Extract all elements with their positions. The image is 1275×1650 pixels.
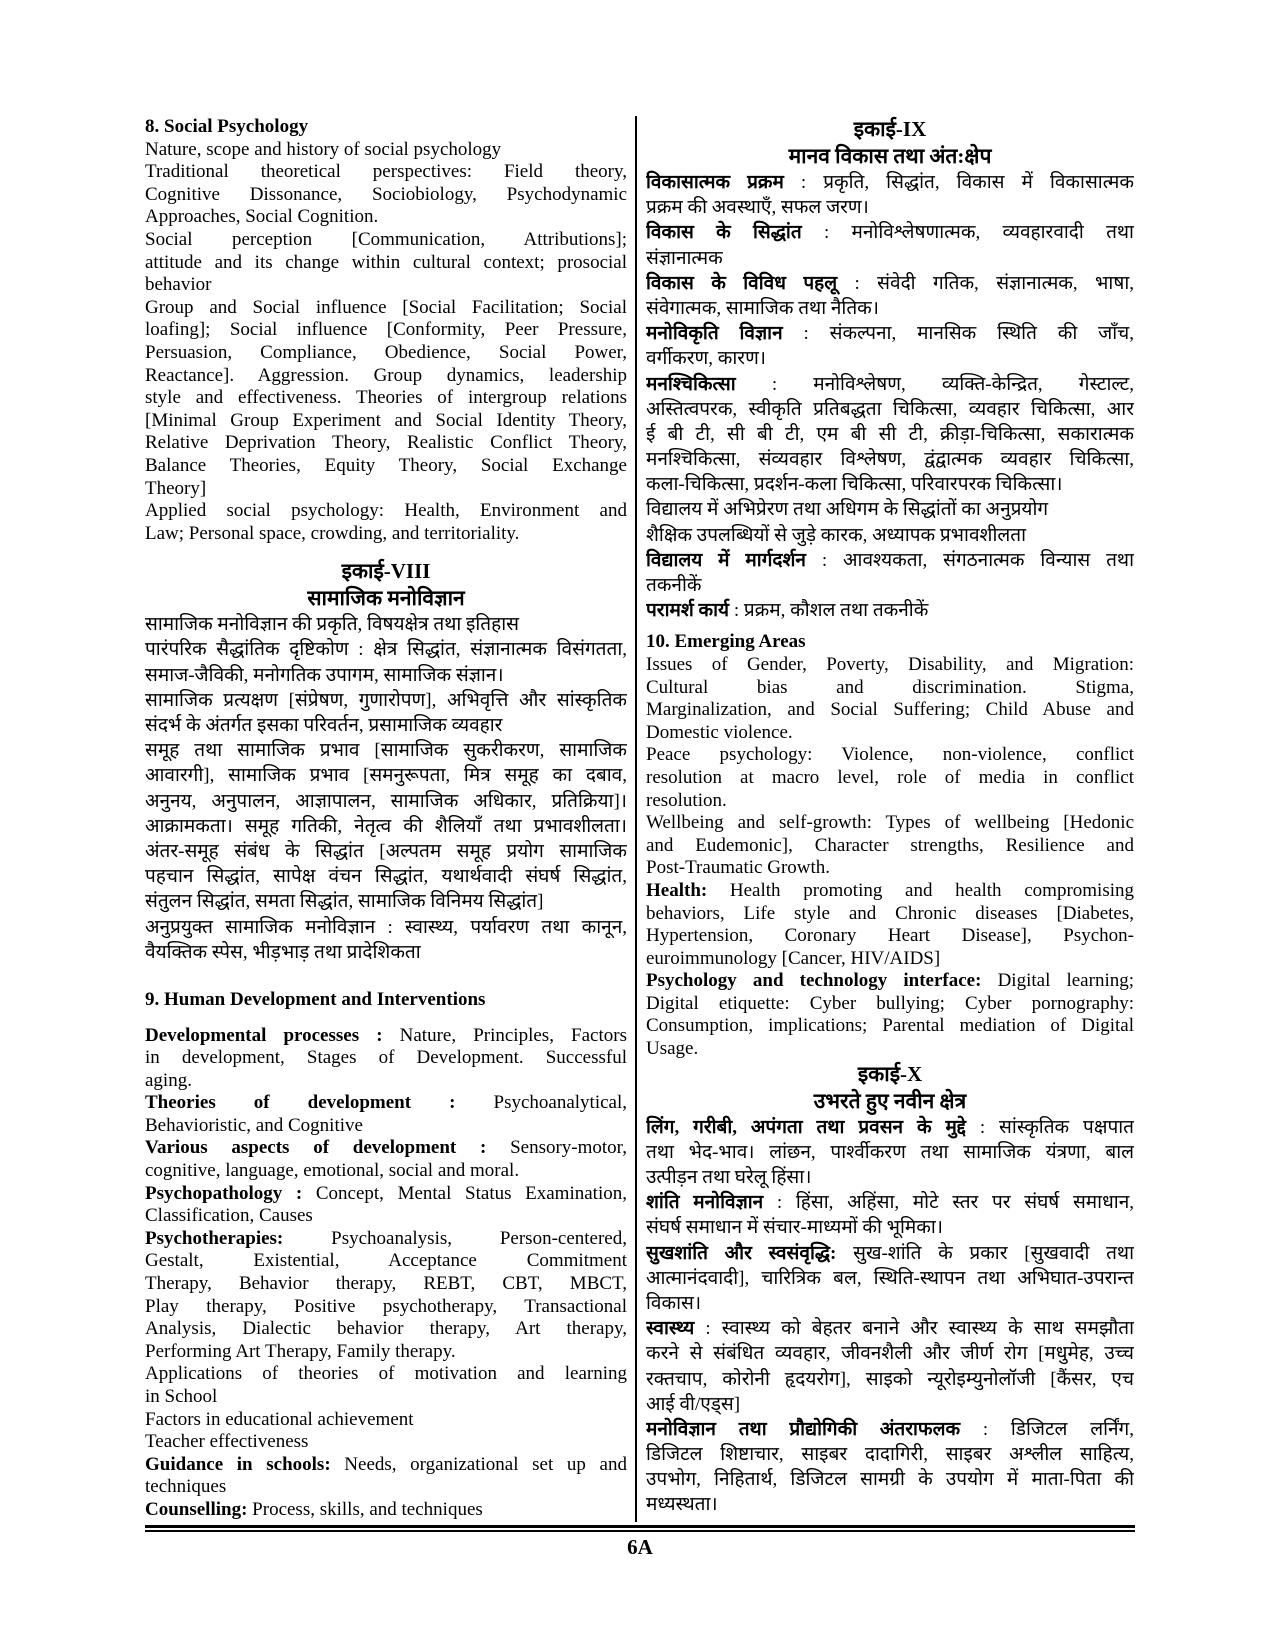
bold-lead-text: विकास के विविध पहलू bbox=[646, 272, 838, 294]
text-line bbox=[646, 170, 1134, 195]
body-text: [Minimal Group Experiment and Social Identity Theory, bbox=[145, 409, 627, 431]
text-line bbox=[646, 903, 1134, 926]
text-line bbox=[145, 763, 627, 788]
body-text: Consumption, implications; Parental mediation of Digital bbox=[646, 1015, 1134, 1037]
heading-line bbox=[646, 116, 1134, 143]
text-line bbox=[145, 116, 627, 139]
text-line bbox=[145, 1341, 627, 1364]
body-text: इकाई-IX bbox=[853, 117, 927, 141]
right-column bbox=[637, 116, 1134, 1522]
body-text: resolution. bbox=[646, 789, 727, 811]
text-line bbox=[145, 1454, 627, 1477]
text-line bbox=[145, 161, 627, 184]
body-text: : प्रक्रम, कौशल तथा तकनीकें bbox=[729, 600, 929, 622]
bold-lead-text: Counselling: bbox=[145, 1498, 248, 1520]
body-text: behavior bbox=[145, 274, 212, 296]
body-text: in School bbox=[145, 1386, 218, 1407]
text-line bbox=[646, 523, 1134, 548]
body-text: Domestic violence. bbox=[646, 721, 793, 743]
body-text: मानव विकास तथा अंत:क्षेप bbox=[788, 144, 992, 168]
text-line bbox=[646, 397, 1134, 422]
body-text: Play therapy, Positive psychotherapy, Transactional bbox=[145, 1295, 627, 1317]
body-text: विद्यालय में अभिप्रेरण तथा अधिगम के सिद्धांतों का अनुप्रयोग bbox=[646, 499, 1049, 521]
text-line bbox=[646, 422, 1134, 447]
text-line bbox=[646, 948, 1134, 971]
text-line bbox=[646, 1442, 1134, 1467]
text-line bbox=[646, 1038, 1134, 1061]
body-text: Marginalization, and Social Suffering; Child Abuse and bbox=[646, 699, 1134, 721]
body-text: loafing]; Social influence [Conformity, Peer Pressure, bbox=[145, 319, 627, 341]
body-text: उत्पीड़न तथा घरेलू हिंसा। bbox=[646, 1167, 812, 1189]
body-text: ई बी टी, सी बी टी, एम बी सी टी, क्रीड़ा-चिकित्सा, सकारात्मक bbox=[646, 423, 1134, 445]
paragraph bbox=[646, 631, 1134, 1060]
text-line bbox=[646, 1392, 1134, 1417]
body-text: Hypertension, Coronary Heart Disease], Psychon- bbox=[646, 925, 1134, 947]
body-text: Theory] bbox=[145, 477, 207, 499]
text-line bbox=[145, 1250, 627, 1273]
text-line bbox=[646, 497, 1134, 522]
body-text: Nature, Principles, Factors bbox=[382, 1024, 627, 1046]
body-text: उभरते हुए नवीन क्षेत्र bbox=[813, 1088, 967, 1113]
text-line bbox=[145, 637, 627, 662]
body-text: cognitive, language, emotional, social and moral. bbox=[145, 1160, 520, 1182]
text-line bbox=[145, 1025, 627, 1048]
text-line bbox=[646, 321, 1134, 346]
body-text: Peace psychology: Violence, non-violence, conflict bbox=[646, 744, 1134, 766]
body-text: उपभोग, निहितार्थ, डिजिटल सामग्री के उपयोग में माता-पिता की bbox=[646, 1469, 1134, 1491]
text-line bbox=[646, 857, 1134, 880]
body-text: इकाई-X bbox=[857, 1061, 923, 1086]
text-line bbox=[145, 432, 627, 455]
text-line bbox=[145, 1273, 627, 1296]
body-text: मध्यस्थता। bbox=[646, 1494, 718, 1516]
text-line bbox=[646, 970, 1134, 993]
text-line bbox=[145, 889, 627, 914]
body-text: Issues of Gender, Poverty, Disability, and Migration: bbox=[646, 653, 1134, 675]
text-line bbox=[646, 472, 1134, 497]
text-line bbox=[646, 1316, 1134, 1341]
text-line bbox=[145, 1160, 627, 1183]
heading-line bbox=[145, 558, 627, 585]
text-line bbox=[646, 812, 1134, 835]
text-line bbox=[646, 372, 1134, 397]
text-line bbox=[646, 447, 1134, 472]
body-text: techniques bbox=[145, 1476, 227, 1498]
body-text: Classification, Causes bbox=[145, 1205, 313, 1227]
body-text: डिजिटल शिष्टाचार, साइबर दादागिरी, साइबर अश्लील साहित्य, bbox=[646, 1444, 1134, 1466]
bold-lead-text: सुखशांति और स्वसंवृद्धि: bbox=[646, 1242, 837, 1264]
text-line bbox=[646, 1291, 1134, 1316]
body-text: करने से संबंधित व्यवहार, जीवनशैली और जीर्ण रोग [मधुमेह, उच्च bbox=[646, 1343, 1134, 1365]
page-number: 6A bbox=[627, 1534, 653, 1559]
text-line bbox=[646, 1492, 1134, 1517]
text-line bbox=[145, 1228, 627, 1251]
text-line bbox=[646, 220, 1134, 245]
text-line bbox=[145, 1137, 627, 1160]
body-text: आक्रामकता। समूह गतिकी, नेतृत्व की शैलियाँ तथा प्रभावशीलता। bbox=[145, 815, 627, 837]
text-line bbox=[646, 1115, 1134, 1140]
heading-line bbox=[145, 585, 627, 612]
text-line bbox=[145, 297, 627, 320]
bold-lead-text: विकासात्मक प्रक्रम bbox=[646, 172, 784, 193]
text-line bbox=[646, 1140, 1134, 1165]
content bbox=[145, 116, 1135, 1560]
body-text: इकाई-VIII bbox=[341, 559, 431, 584]
text-line bbox=[145, 184, 627, 207]
text-line bbox=[145, 1070, 627, 1093]
two-column-layout bbox=[145, 116, 1135, 1522]
bold-lead-text: विद्यालय में मार्गदर्शन bbox=[646, 549, 806, 571]
bold-lead-text: विकास के सिद्धांत bbox=[646, 222, 802, 244]
paragraph bbox=[145, 116, 627, 545]
body-text: विकास। bbox=[646, 1292, 702, 1314]
bold-lead-text: Developmental processes : bbox=[145, 1024, 383, 1046]
bold-lead-text: Guidance in schools: bbox=[145, 1453, 331, 1475]
heading-line bbox=[646, 1061, 1134, 1088]
text-line bbox=[145, 612, 627, 637]
body-text: रक्तचाप, कोरोनी हृदयरोग], साइको न्यूरोइम्युनोलॉजी [कैंसर, एच bbox=[646, 1368, 1134, 1390]
body-text: Law; Personal space, crowding, and territoriality. bbox=[145, 522, 520, 544]
text-line bbox=[145, 789, 627, 814]
text-line bbox=[145, 229, 627, 252]
bold-lead-text: मनोविकृति विज्ञान bbox=[646, 323, 783, 345]
body-text: resolution at macro level, role of media in conflict bbox=[646, 766, 1134, 788]
body-text: आत्मानंदवादी], चारित्रिक बल, स्थिति-स्थापन तथा अभिघात-उपरान्त bbox=[646, 1267, 1134, 1289]
body-text: कला-चिकित्सा, प्रदर्शन-कला चिकित्सा, परिवारपरक चिकित्सा। bbox=[646, 474, 1063, 496]
bold-text: 8. Social Psychology bbox=[145, 116, 309, 137]
text-line bbox=[145, 523, 627, 546]
bold-lead-text: Psychology and technology interface: bbox=[646, 970, 982, 992]
body-text: : मनोविश्लेषण, व्यक्ति-केन्द्रित, गेस्टाल्ट, bbox=[735, 373, 1134, 395]
text-line bbox=[646, 677, 1134, 700]
body-text: Cultural bias and discrimination. Stigma, bbox=[646, 676, 1134, 698]
body-text: आई वी/एड्स] bbox=[646, 1393, 741, 1415]
body-text: Digital learning; bbox=[981, 970, 1134, 992]
text-line bbox=[145, 410, 627, 433]
body-text: Gestalt, Existential, Acceptance Commitment bbox=[145, 1250, 627, 1272]
body-text: Wellbeing and self-growth: Types of wellbeing [Hedonic bbox=[646, 812, 1134, 834]
text-line bbox=[145, 1431, 627, 1454]
body-text: तकनीकें bbox=[646, 575, 702, 596]
bold-lead-text: मनश्चिकित्सा bbox=[646, 373, 736, 395]
text-line bbox=[646, 573, 1134, 598]
text-line bbox=[145, 1183, 627, 1206]
text-line bbox=[145, 1115, 627, 1138]
body-text: अस्तित्वपरक, स्वीकृति प्रतिबद्धता चिकित्सा, व्यवहार चिकित्सा, आर bbox=[646, 398, 1134, 420]
unit-heading bbox=[646, 1061, 1134, 1115]
text-line bbox=[646, 1341, 1134, 1366]
body-text: सुख-शांति के प्रकार [सुखवादी तथा bbox=[836, 1242, 1134, 1264]
paragraph bbox=[145, 1025, 627, 1522]
body-text: Psychoanalysis, Person-centered, bbox=[283, 1227, 627, 1249]
text-line bbox=[145, 1296, 627, 1319]
body-text: Concept, Mental Status Examination, bbox=[302, 1182, 627, 1204]
body-text: : हिंसा, अहिंसा, मोटे स्तर पर संघर्ष समाधान, bbox=[763, 1192, 1134, 1214]
text-line bbox=[646, 548, 1134, 573]
body-text: पहचान सिद्धांत, सापेक्ष वंचन सिद्धांत, यथार्थवादी संघर्ष सिद्धांत, bbox=[145, 866, 627, 888]
body-text: तथा भेद-भाव। लांछन, पार्श्वीकरण तथा सामाजिक यंत्रणा, बाल bbox=[646, 1141, 1134, 1163]
text-line bbox=[145, 738, 627, 763]
heading-line bbox=[646, 1088, 1134, 1115]
body-text: aging. bbox=[145, 1069, 192, 1091]
paragraph bbox=[646, 1115, 1134, 1518]
footer-rule bbox=[145, 1525, 1135, 1532]
text-line bbox=[646, 1015, 1134, 1038]
body-text: and Eudemonic], Character strengths, Resilience and bbox=[646, 834, 1134, 856]
body-text: Needs, organizational set up and bbox=[330, 1453, 627, 1475]
body-text: Psychoanalytical, bbox=[455, 1092, 627, 1114]
text-line bbox=[646, 195, 1134, 220]
text-line bbox=[145, 139, 627, 162]
unit-heading bbox=[646, 116, 1134, 170]
text-line bbox=[646, 1215, 1134, 1240]
text-line bbox=[646, 722, 1134, 745]
text-line bbox=[145, 688, 627, 713]
body-text: मनश्चिकित्सा, संव्यवहार विश्लेषण, द्वंद्वात्मक व्यवहार चिकित्सा, bbox=[646, 449, 1134, 471]
body-text: सामाजिक मनोविज्ञान की प्रकृति, विषयक्षेत्र तथा इतिहास bbox=[145, 614, 519, 636]
body-text: आवारगी], सामाजिक प्रभाव [समनुरूपता, मित्र समूह का दबाव, bbox=[145, 765, 627, 787]
body-text: Sensory-motor, bbox=[486, 1137, 627, 1159]
text-line bbox=[646, 767, 1134, 790]
text-line bbox=[646, 598, 1134, 623]
bold-lead-text: परामर्श कार्य bbox=[646, 600, 730, 622]
body-text: euroimmunology [Cancer, HIV/AIDS] bbox=[646, 947, 941, 969]
bold-lead-text: स्वास्थ्य bbox=[646, 1318, 695, 1340]
text-line bbox=[646, 835, 1134, 858]
body-text: प्रक्रम की अवस्थाएँ, सफल जरण। bbox=[646, 197, 869, 219]
bold-lead-text: मनोविज्ञान तथा प्रौद्योगिकी अंतराफलक bbox=[646, 1418, 961, 1440]
body-text: Reactance]. Aggression. Group dynamics, leadership bbox=[145, 364, 627, 386]
text-line bbox=[646, 1417, 1134, 1442]
text-line bbox=[145, 663, 627, 688]
body-text: attitude and its change within cultural context; prosocial bbox=[145, 251, 627, 273]
body-text: Balance Theories, Equity Theory, Social Exchange bbox=[145, 454, 627, 476]
heading-line bbox=[646, 143, 1134, 170]
body-text: Social perception [Communication, Attributions]; bbox=[145, 228, 627, 250]
text-line bbox=[646, 1266, 1134, 1291]
text-line bbox=[145, 1386, 627, 1409]
text-line bbox=[646, 880, 1134, 903]
body-text: समाज-जैविकी, मनोगतिक उपागम, सामाजिक संज्ञान। bbox=[145, 664, 504, 686]
text-line bbox=[646, 346, 1134, 371]
text-line bbox=[646, 790, 1134, 813]
text-line bbox=[646, 993, 1134, 1016]
text-line bbox=[145, 319, 627, 342]
body-text: Process, skills, and techniques bbox=[247, 1498, 483, 1520]
unit-heading bbox=[145, 558, 627, 612]
left-column bbox=[145, 116, 627, 1522]
paragraph bbox=[145, 612, 627, 965]
text-line bbox=[145, 1409, 627, 1432]
body-text: : मनोविश्लेषणात्मक, व्यवहारवादी तथा bbox=[801, 222, 1134, 244]
body-text: style and effectiveness. Theories of intergroup relations bbox=[145, 387, 627, 409]
text-line bbox=[145, 1047, 627, 1070]
text-line bbox=[145, 387, 627, 410]
body-text: Analysis, Dialectic behavior therapy, Art therapy, bbox=[145, 1318, 627, 1340]
text-line bbox=[145, 1363, 627, 1386]
bold-lead-text: Theories of development : bbox=[145, 1092, 456, 1114]
body-text: Approaches, Social Cognition. bbox=[145, 206, 379, 228]
text-line bbox=[646, 699, 1134, 722]
text-line bbox=[145, 206, 627, 229]
bold-lead-text: Various aspects of development : bbox=[145, 1137, 487, 1159]
text-line bbox=[646, 296, 1134, 321]
bold-lead-text: Psychopathology : bbox=[145, 1182, 303, 1204]
spacer bbox=[646, 623, 1134, 631]
body-text: Traditional theoretical perspectives: Field theory, bbox=[145, 161, 627, 183]
paragraph bbox=[145, 989, 627, 1012]
text-line bbox=[646, 1165, 1134, 1190]
bold-lead-text: शांति मनोविज्ञान bbox=[646, 1192, 764, 1214]
bold-lead-text: Health: bbox=[646, 879, 708, 901]
text-line bbox=[145, 839, 627, 864]
body-text: : सांस्कृतिक पक्षपात bbox=[966, 1116, 1134, 1138]
bold-lead-text: लिंग, गरीबी, अपंगता तथा प्रवसन के मुद्दे bbox=[646, 1116, 967, 1138]
body-text: : आवश्यकता, संगठनात्मक विन्यास तथा bbox=[805, 549, 1134, 571]
text-line bbox=[145, 989, 627, 1012]
text-line bbox=[145, 1092, 627, 1115]
body-text: संघर्ष समाधान में संचार-माध्यमों की भूमिका। bbox=[646, 1217, 943, 1239]
text-line bbox=[646, 1367, 1134, 1392]
text-line bbox=[145, 1476, 627, 1499]
body-text: behaviors, Life style and Chronic diseases [Diabetes, bbox=[646, 902, 1134, 924]
body-text: Applications of theories of motivation and learning bbox=[145, 1363, 627, 1385]
text-line bbox=[145, 478, 627, 501]
text-line bbox=[145, 455, 627, 478]
body-text: अनुप्रयुक्त सामाजिक मनोविज्ञान : स्वास्थ्य, पर्यावरण तथा कानून, bbox=[145, 916, 627, 938]
bold-text: 10. Emerging Areas bbox=[646, 631, 806, 653]
body-text: Usage. bbox=[646, 1038, 699, 1060]
body-text: सामाजिक प्रत्यक्षण [संप्रेषण, गुणारोपण], अभिवृत्ति और सांस्कृतिक bbox=[145, 689, 627, 711]
body-text: संतुलन सिद्धांत, समता सिद्धांत, सामाजिक विनिमय सिद्धांत] bbox=[145, 891, 544, 913]
body-text: अनुनय, अनुपालन, आज्ञापालन, सामाजिक अधिकार, प्रतिक्रिया]। bbox=[145, 790, 627, 812]
text-line bbox=[145, 814, 627, 839]
text-line bbox=[646, 1190, 1134, 1215]
text-line bbox=[145, 940, 627, 965]
body-text: शैक्षिक उपलब्धियों से जुड़े कारक, अध्यापक प्रभावशीलता bbox=[646, 524, 1027, 546]
text-line bbox=[646, 925, 1134, 948]
body-text: वर्गीकरण, कारण। bbox=[646, 348, 767, 370]
text-line bbox=[646, 654, 1134, 677]
body-text: संवेगात्मक, सामाजिक तथा नैतिक। bbox=[646, 297, 879, 319]
body-text: Nature, scope and history of social psychology bbox=[145, 138, 502, 160]
bold-lead-text: Psychotherapies: bbox=[145, 1227, 284, 1249]
body-text: Cognitive Dissonance, Sociobiology, Psychodynamic bbox=[145, 183, 627, 205]
body-text: Group and Social influence [Social Facilitation; Social bbox=[145, 296, 627, 318]
body-text: Relative Deprivation Theory, Realistic Conflict Theory, bbox=[145, 432, 627, 454]
text-line bbox=[646, 271, 1134, 296]
body-text: समूह तथा सामाजिक प्रभाव [सामाजिक सुकरीकरण, सामाजिक bbox=[145, 740, 627, 762]
text-line bbox=[646, 246, 1134, 271]
body-text: संदर्भ के अंतर्गत इसका परिवर्तन, प्रसामाजिक व्यवहार bbox=[145, 715, 503, 737]
body-text: Applied social psychology: Health, Environment and bbox=[145, 500, 627, 522]
body-text: : स्वास्थ्य को बेहतर बनाने और स्वास्थ्य के साथ समझौता bbox=[694, 1318, 1134, 1340]
text-line bbox=[145, 342, 627, 365]
text-line bbox=[145, 864, 627, 889]
text-line bbox=[646, 1467, 1134, 1492]
text-line bbox=[646, 1241, 1134, 1266]
body-text: Persuasion, Compliance, Obedience, Social Power, bbox=[145, 341, 627, 363]
body-text: Therapy, Behavior therapy, REBT, CBT, MBCT, bbox=[145, 1273, 627, 1295]
spacer bbox=[145, 965, 627, 989]
text-line bbox=[145, 1318, 627, 1341]
text-line bbox=[646, 631, 1134, 654]
body-text: in development, Stages of Development. Successful bbox=[145, 1047, 627, 1069]
body-text: पारंपरिक सैद्धांतिक दृष्टिकोण : क्षेत्र सिद्धांत, संज्ञानात्मक विसंगतता, bbox=[145, 639, 627, 661]
body-text: : डिजिटल लर्निंग, bbox=[960, 1418, 1134, 1440]
paragraph bbox=[646, 170, 1134, 623]
spacer bbox=[145, 545, 627, 558]
body-text: : संवेदी गतिक, संज्ञानात्मक, भाषा, bbox=[837, 272, 1134, 294]
bold-text: 9. Human Development and Interventions bbox=[145, 988, 486, 1010]
body-text: संज्ञानात्मक bbox=[646, 247, 723, 269]
body-text: Teacher effectiveness bbox=[145, 1431, 309, 1453]
text-line bbox=[646, 744, 1134, 767]
text-line bbox=[145, 713, 627, 738]
body-text: : प्रकृति, सिद्धांत, विकास में विकासात्मक bbox=[783, 172, 1134, 193]
text-line bbox=[145, 1205, 627, 1228]
text-line bbox=[145, 915, 627, 940]
body-text: Factors in educational achievement bbox=[145, 1408, 414, 1430]
body-text: Digital etiquette: Cyber bullying; Cyber pornography: bbox=[646, 992, 1134, 1014]
body-text: Health promoting and health compromising bbox=[707, 879, 1134, 901]
body-text: अंतर-समूह संबंध के सिद्धांत [अल्पतम समूह प्रयोग सामाजिक bbox=[145, 840, 627, 862]
text-line bbox=[145, 365, 627, 388]
body-text: वैयक्तिक स्पेस, भीड़भाड़ तथा प्रादेशिकता bbox=[145, 941, 421, 963]
body-text: Post-Traumatic Growth. bbox=[646, 857, 831, 879]
body-text: सामाजिक मनोविज्ञान bbox=[307, 586, 465, 611]
body-text: Behavioristic, and Cognitive bbox=[145, 1114, 363, 1136]
body-text: Performing Art Therapy, Family therapy. bbox=[145, 1340, 456, 1362]
text-line bbox=[145, 1499, 627, 1522]
body-text: : संकल्पना, मानसिक स्थिति की जाँच, bbox=[782, 323, 1134, 345]
spacer bbox=[145, 1012, 627, 1025]
text-line bbox=[145, 252, 627, 275]
text-line bbox=[145, 500, 627, 523]
text-line bbox=[145, 274, 627, 297]
